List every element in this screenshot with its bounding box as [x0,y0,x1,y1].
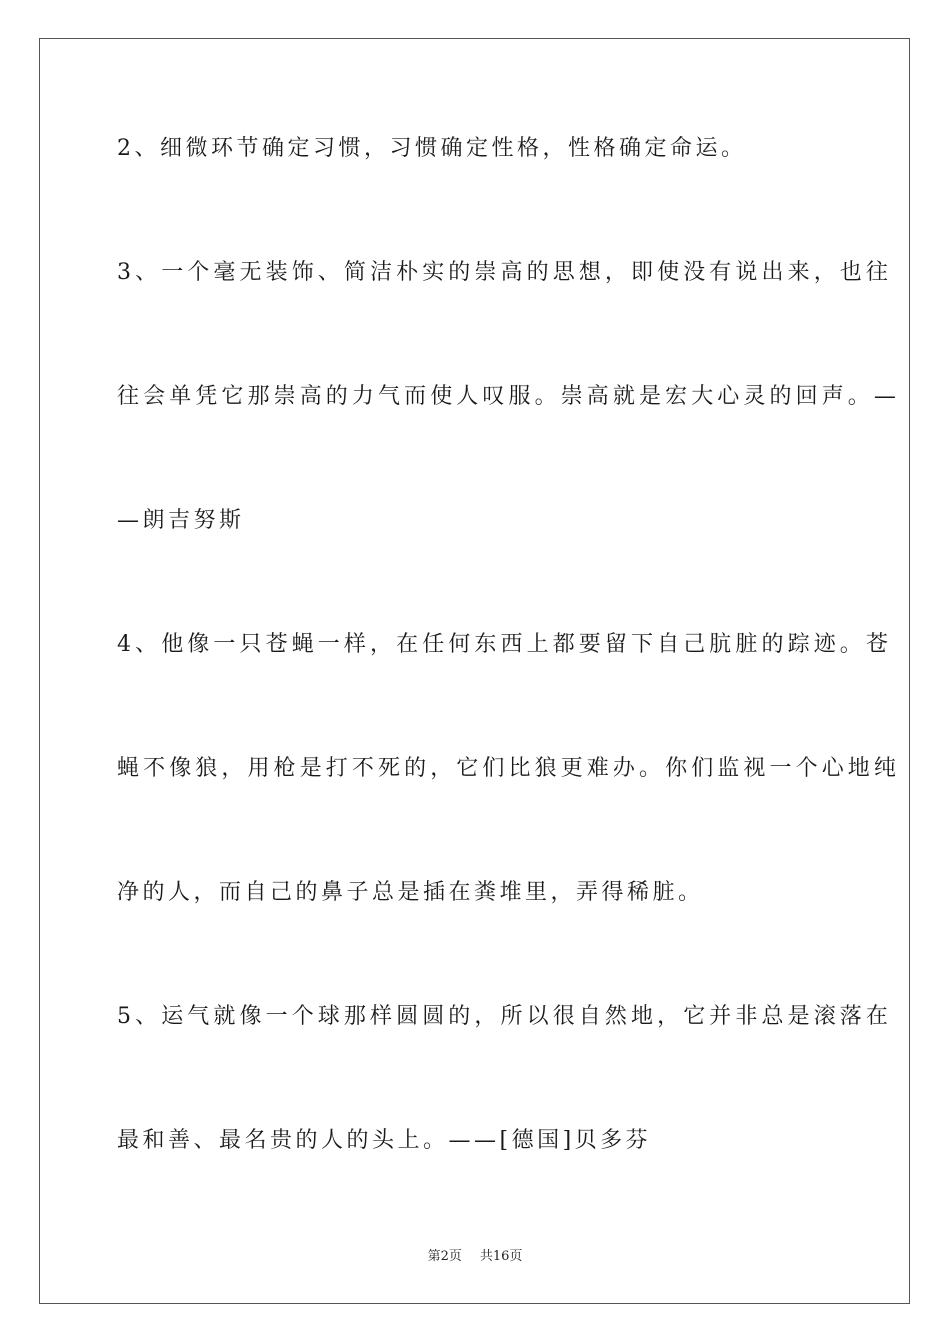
text-line-1: 2、细微环节确定习惯，习惯确定性格，性格确定命运。 [117,136,747,161]
page-total: 共16页 [479,1249,523,1264]
text-line-7: 净的人，而自己的鼻子总是插在粪堆里，弄得稀脏。 [117,880,704,905]
text-line-4: —朗吉努斯 [117,508,245,533]
text-line-2: 3、一个毫无装饰、简洁朴实的崇高的思想，即使没有说出来，也往 [117,260,892,285]
text-line-5: 4、他像一只苍蝇一样，在任何东西上都要留下自己肮脏的踪迹。苍 [117,632,892,657]
text-line-9: 最和善、最名贵的人的头上。——[德国]贝多芬 [117,1128,652,1153]
text-line-8: 5、运气就像一个球那样圆圆的，所以很自然地，它并非总是滚落在 [117,1004,892,1029]
page-number: 第2页 [427,1249,462,1264]
page-border [39,38,910,1304]
text-line-3: 往会单凭它那崇高的力气而使人叹服。崇高就是宏大心灵的回声。— [117,384,901,409]
page-footer [0,1248,950,1266]
text-line-6: 蝇不像狼，用枪是打不死的，它们比狼更难办。你们监视一个心地纯 [117,756,901,781]
